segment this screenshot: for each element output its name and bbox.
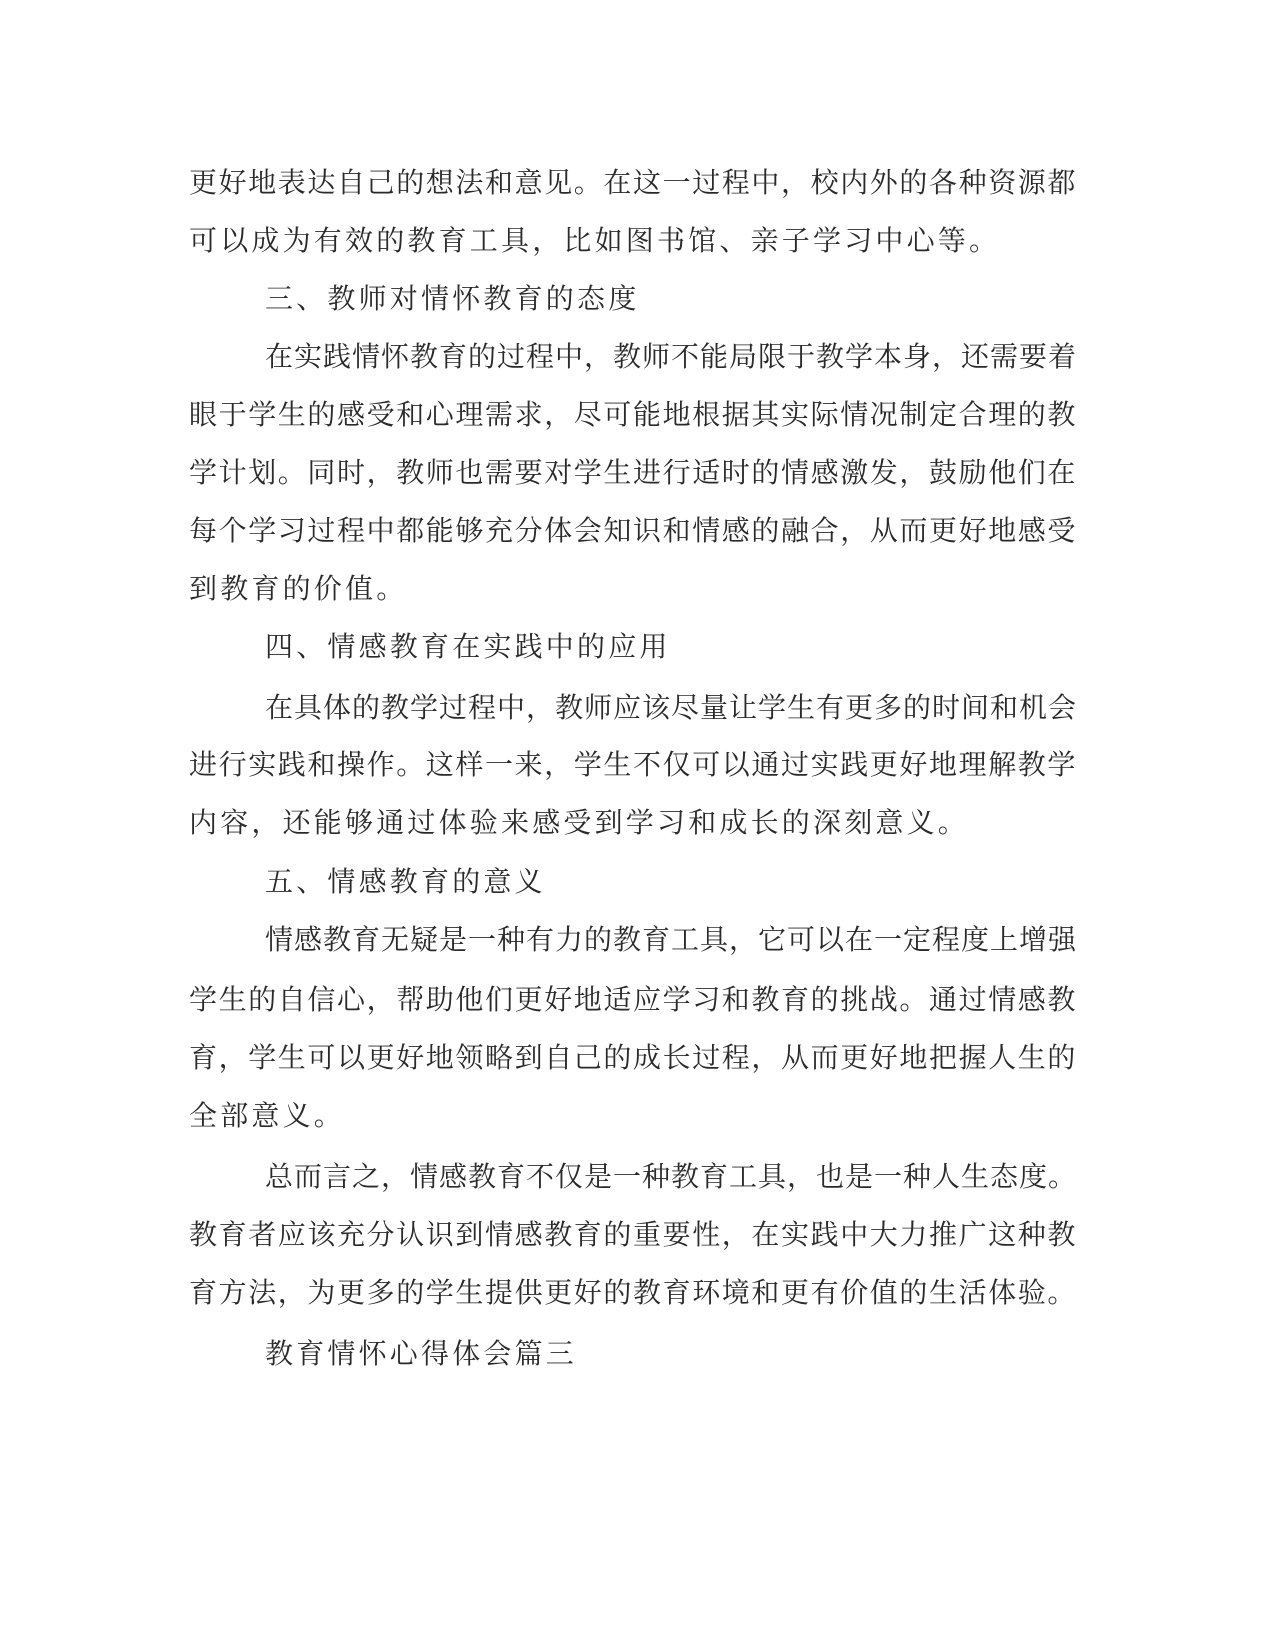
paragraph-line: 育，学生可以更好地领略到自己的成长过程，从而更好地把握人生的 (189, 1041, 1078, 1074)
paragraph-line: 总而言之，情感教育不仅是一种教育工具，也是一种人生态度。 (265, 1160, 1078, 1193)
paragraph-line: 学计划。同时，教师也需要对学生进行适时的情感激发，鼓励他们在 (189, 456, 1078, 489)
paragraph-line: 可以成为有效的教育工具，比如图书馆、亲子学习中心等。 (189, 224, 1001, 257)
paragraph-line: 情感教育无疑是一种有力的教育工具，它可以在一定程度上增强 (265, 923, 1078, 956)
paragraph-line: 学生的自信心，帮助他们更好地适应学习和教育的挑战。通过情感教 (189, 983, 1078, 1016)
section-heading-3: 三、教师对情怀教育的态度 (265, 282, 640, 315)
chapter-heading: 教育情怀心得体会篇三 (265, 1337, 578, 1370)
paragraph-line: 教育者应该充分认识到情感教育的重要性，在实践中大力推广这种教 (189, 1218, 1078, 1251)
paragraph-line: 在实践情怀教育的过程中，教师不能局限于教学本身，还需要着 (265, 340, 1078, 373)
paragraph-line: 眼于学生的感受和心理需求，尽可能地根据其实际情况制定合理的教 (189, 398, 1078, 431)
paragraph-line: 更好地表达自己的想法和意见。在这一过程中，校内外的各种资源都 (189, 166, 1078, 199)
paragraph-line: 在具体的教学过程中，教师应该尽量让学生有更多的时间和机会 (265, 691, 1078, 724)
paragraph-line: 每个学习过程中都能够充分体会知识和情感的融合，从而更好地感受 (189, 514, 1078, 547)
section-heading-5: 五、情感教育的意义 (265, 865, 546, 898)
paragraph-line: 育方法，为更多的学生提供更好的教育环境和更有价值的生活体验。 (189, 1276, 1078, 1309)
paragraph-line: 内容，还能够通过体验来感受到学习和成长的深刻意义。 (189, 806, 970, 839)
paragraph-line: 全部意义。 (189, 1099, 346, 1132)
paragraph-line: 到教育的价值。 (189, 572, 408, 605)
paragraph-line: 进行实践和操作。这样一来，学生不仅可以通过实践更好地理解教学 (189, 748, 1078, 781)
section-heading-4: 四、情感教育在实践中的应用 (265, 630, 671, 663)
